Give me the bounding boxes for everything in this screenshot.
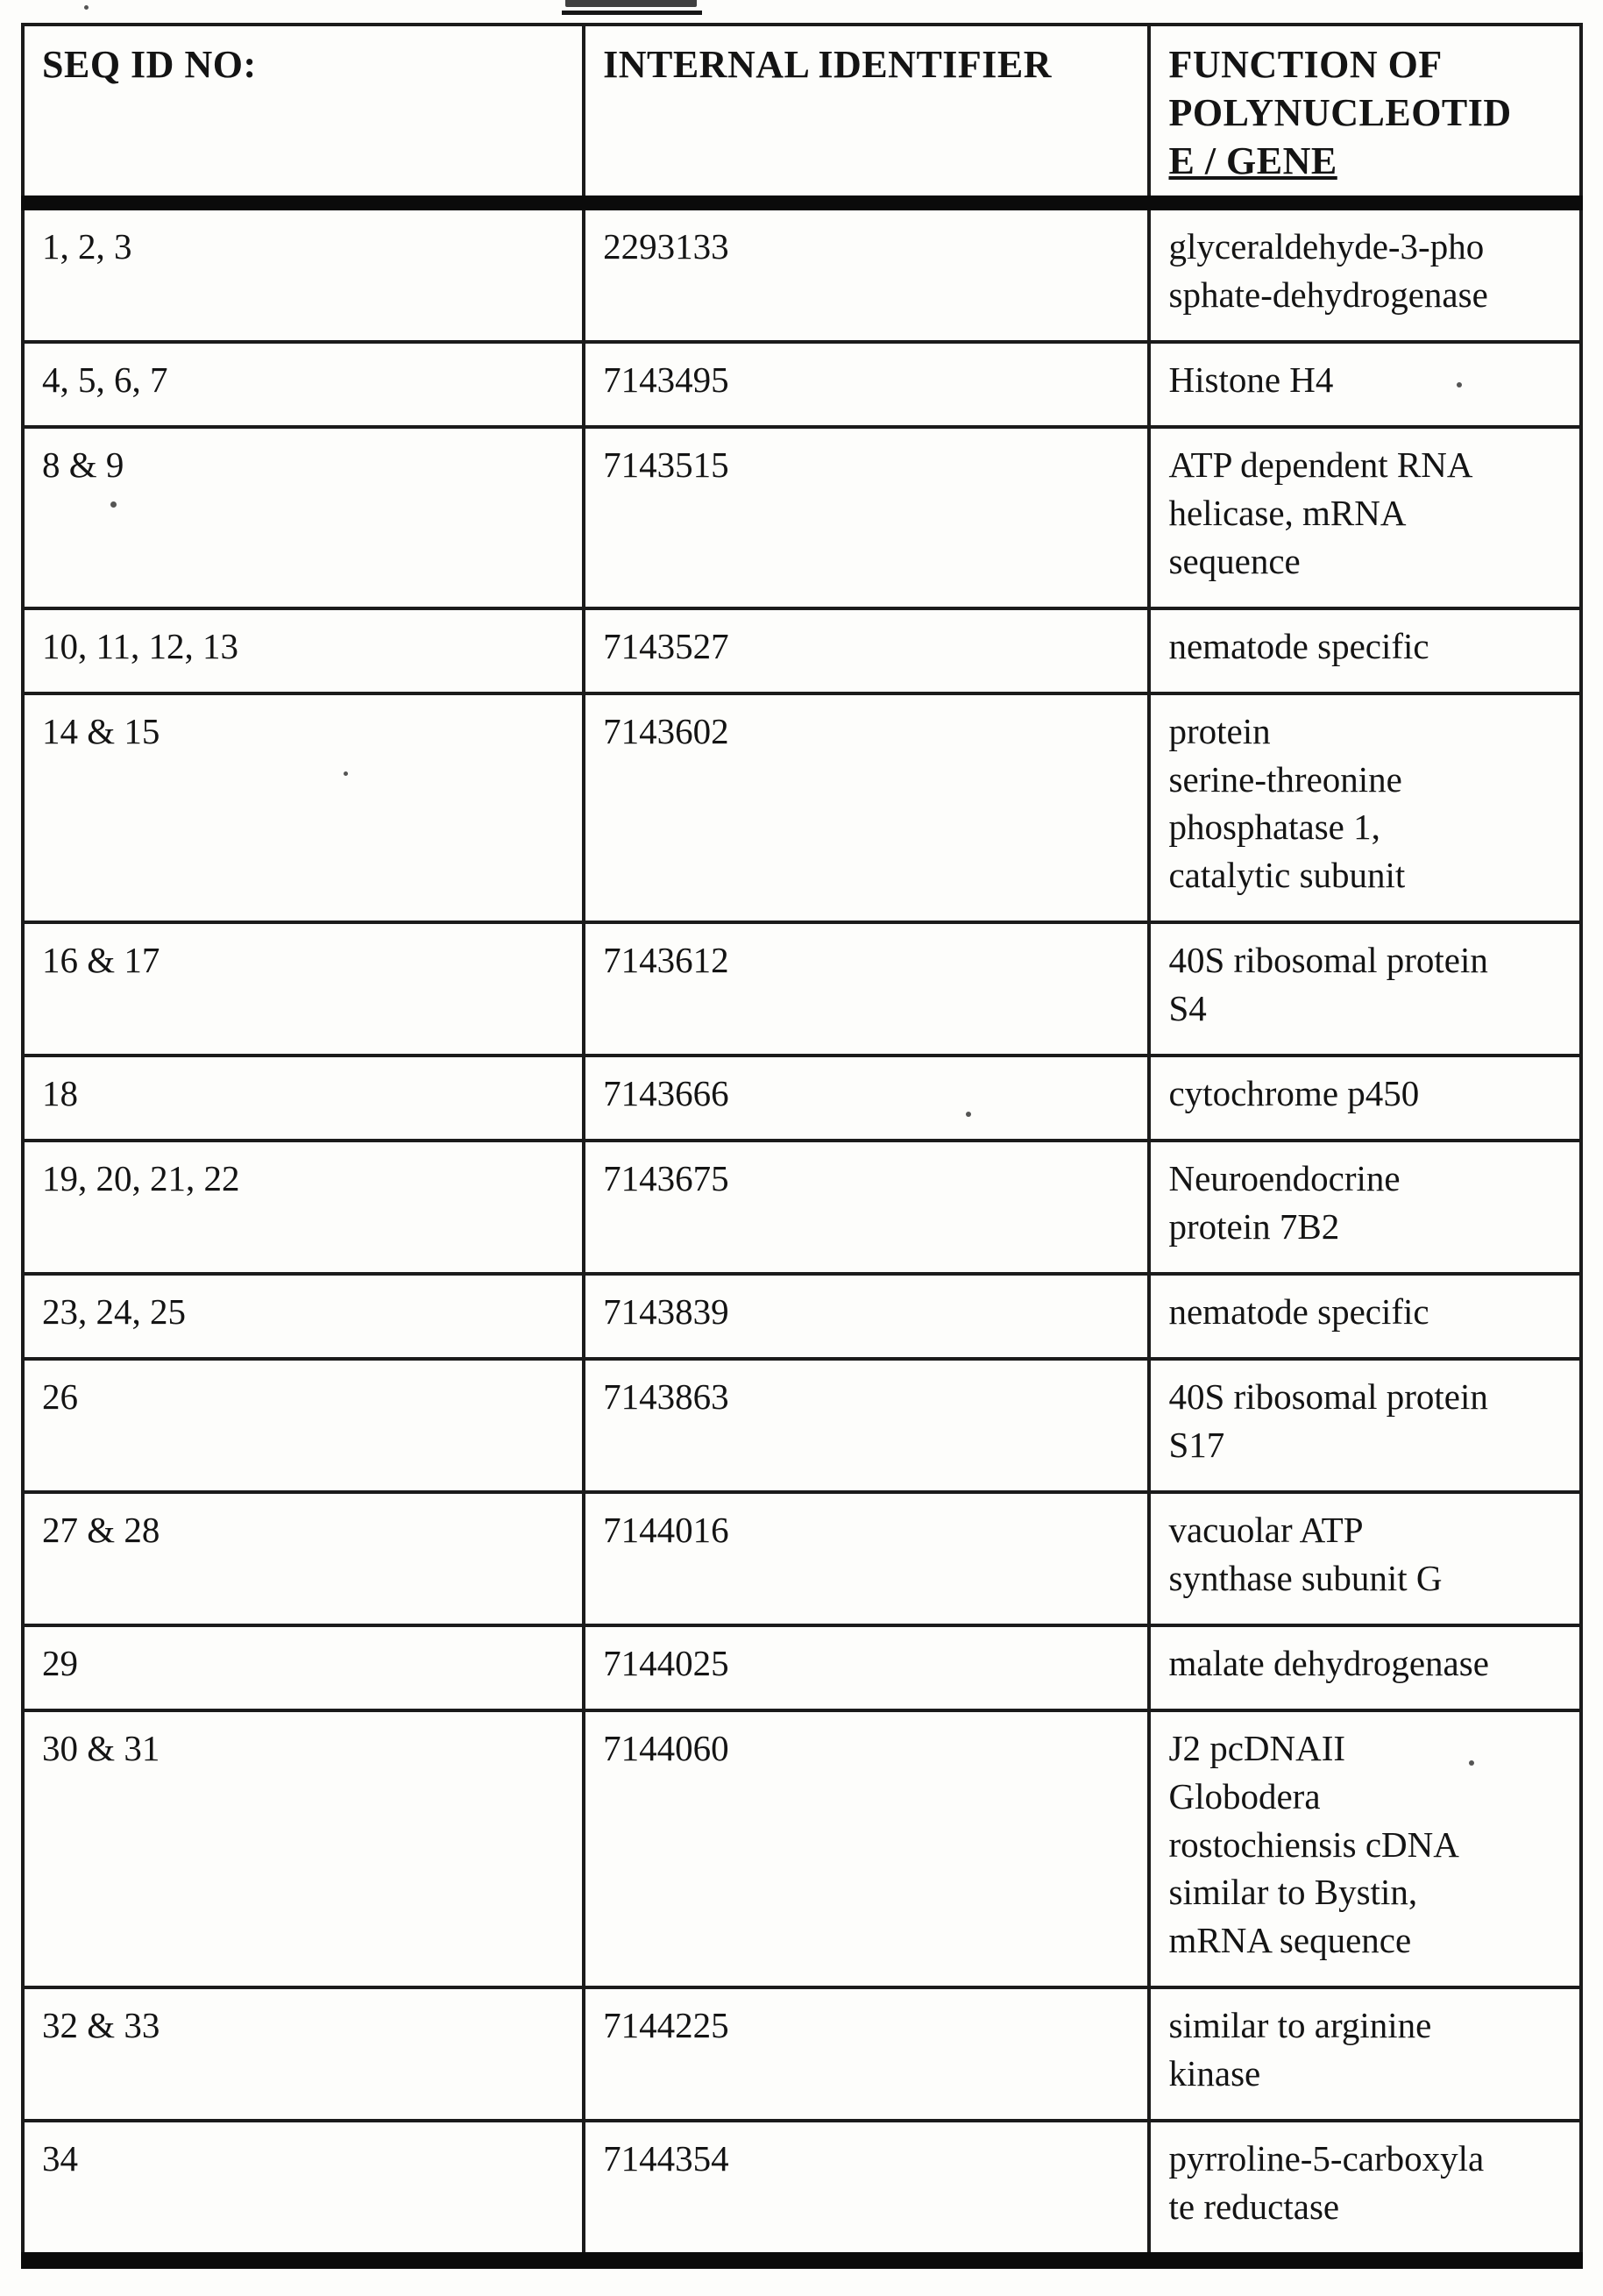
function-cell: vacuolar ATP synthase subunit G [1149, 1492, 1581, 1625]
internal-id-cell: 7143602 [584, 693, 1149, 923]
seq-id-cell: 23, 24, 25 [23, 1274, 584, 1359]
internal-id-cell: 7143527 [584, 608, 1149, 693]
seq-id-cell: 26 [23, 1359, 584, 1492]
seq-id-cell: 14 & 15 [23, 693, 584, 923]
scan-speck [110, 501, 117, 508]
seq-id-cell: 29 [23, 1625, 584, 1710]
column-header-line: POLYNUCLEOTID [1168, 91, 1512, 134]
seq-id-cell: 19, 20, 21, 22 [23, 1141, 584, 1274]
column-header-1 [23, 25, 584, 203]
function-cell: nematode specific [1149, 608, 1581, 693]
internal-id-cell: 7143495 [584, 342, 1149, 427]
table-row [23, 203, 1581, 342]
table-row [23, 1987, 1581, 2121]
header-row [23, 25, 1581, 203]
seq-id-cell: 30 & 31 [23, 1710, 584, 1988]
function-cell: ATP dependent RNA helicase, mRNA sequence [1149, 427, 1581, 608]
table-row [23, 608, 1581, 693]
function-cell: J2 pcDNAII Globodera rostochiensis cDNA similar to Bystin, mRNA sequence [1149, 1710, 1581, 1988]
column-header-line: FUNCTION OF [1168, 43, 1443, 86]
function-cell: malate dehydrogenase [1149, 1625, 1581, 1710]
column-header-3 [1149, 25, 1581, 203]
seq-id-cell: 16 & 17 [23, 922, 584, 1056]
function-cell: 40S ribosomal protein S4 [1149, 922, 1581, 1056]
scan-speck [344, 771, 348, 776]
function-cell: pyrroline-5-carboxyla te reductase [1149, 2121, 1581, 2260]
seq-id-cell: 27 & 28 [23, 1492, 584, 1625]
function-cell: Histone H4 [1149, 342, 1581, 427]
table-header [23, 25, 1581, 203]
table-row [23, 342, 1581, 427]
page-title-cropped-ink [565, 0, 697, 7]
column-header-line: E / GENE [1168, 139, 1337, 182]
internal-id-cell: 7143612 [584, 922, 1149, 1056]
function-cell: cytochrome p450 [1149, 1056, 1581, 1141]
internal-id-cell: 7143515 [584, 427, 1149, 608]
internal-id-cell: 7143666 [584, 1056, 1149, 1141]
seq-id-cell: 10, 11, 12, 13 [23, 608, 584, 693]
table-row [23, 1492, 1581, 1625]
seq-id-cell: 18 [23, 1056, 584, 1141]
table-row [23, 1359, 1581, 1492]
table-row [23, 427, 1581, 608]
seq-id-cell: 34 [23, 2121, 584, 2260]
function-cell: 40S ribosomal protein S17 [1149, 1359, 1581, 1492]
scan-speck [966, 1112, 971, 1117]
internal-id-cell: 7143675 [584, 1141, 1149, 1274]
page-title-underline [562, 11, 702, 15]
function-cell: nematode specific [1149, 1274, 1581, 1359]
internal-id-cell: 7144225 [584, 1987, 1149, 2121]
seq-id-cell: 1, 2, 3 [23, 203, 584, 342]
table-row [23, 1625, 1581, 1710]
scan-speck [1469, 1760, 1474, 1766]
function-cell: similar to arginine kinase [1149, 1987, 1581, 2121]
function-cell: protein serine-threonine phosphatase 1, catalytic subunit [1149, 693, 1581, 923]
table-row [23, 1056, 1581, 1141]
table-row [23, 2121, 1581, 2260]
table-row [23, 1274, 1581, 1359]
internal-id-cell: 7143839 [584, 1274, 1149, 1359]
internal-id-cell: 2293133 [584, 203, 1149, 342]
function-cell: Neuroendocrine protein 7B2 [1149, 1141, 1581, 1274]
seq-id-cell: 8 & 9 [23, 427, 584, 608]
sequence-function-table [21, 23, 1583, 2269]
function-cell: glyceraldehyde-3-pho sphate-dehydrogenase [1149, 203, 1581, 342]
internal-id-cell: 7144060 [584, 1710, 1149, 1988]
seq-id-cell: 4, 5, 6, 7 [23, 342, 584, 427]
column-header-line: SEQ ID NO: [42, 43, 257, 86]
table-body [23, 203, 1581, 2261]
table-row [23, 1141, 1581, 1274]
table-row [23, 693, 1581, 923]
table-row [23, 1710, 1581, 1988]
column-header-line: INTERNAL IDENTIFIER [603, 43, 1053, 86]
internal-id-cell: 7144016 [584, 1492, 1149, 1625]
table-row [23, 922, 1581, 1056]
scan-speck [84, 5, 89, 10]
column-header-2 [584, 25, 1149, 203]
internal-id-cell: 7144025 [584, 1625, 1149, 1710]
seq-id-cell: 32 & 33 [23, 1987, 584, 2121]
internal-id-cell: 7144354 [584, 2121, 1149, 2260]
internal-id-cell: 7143863 [584, 1359, 1149, 1492]
scan-speck [1457, 382, 1462, 387]
